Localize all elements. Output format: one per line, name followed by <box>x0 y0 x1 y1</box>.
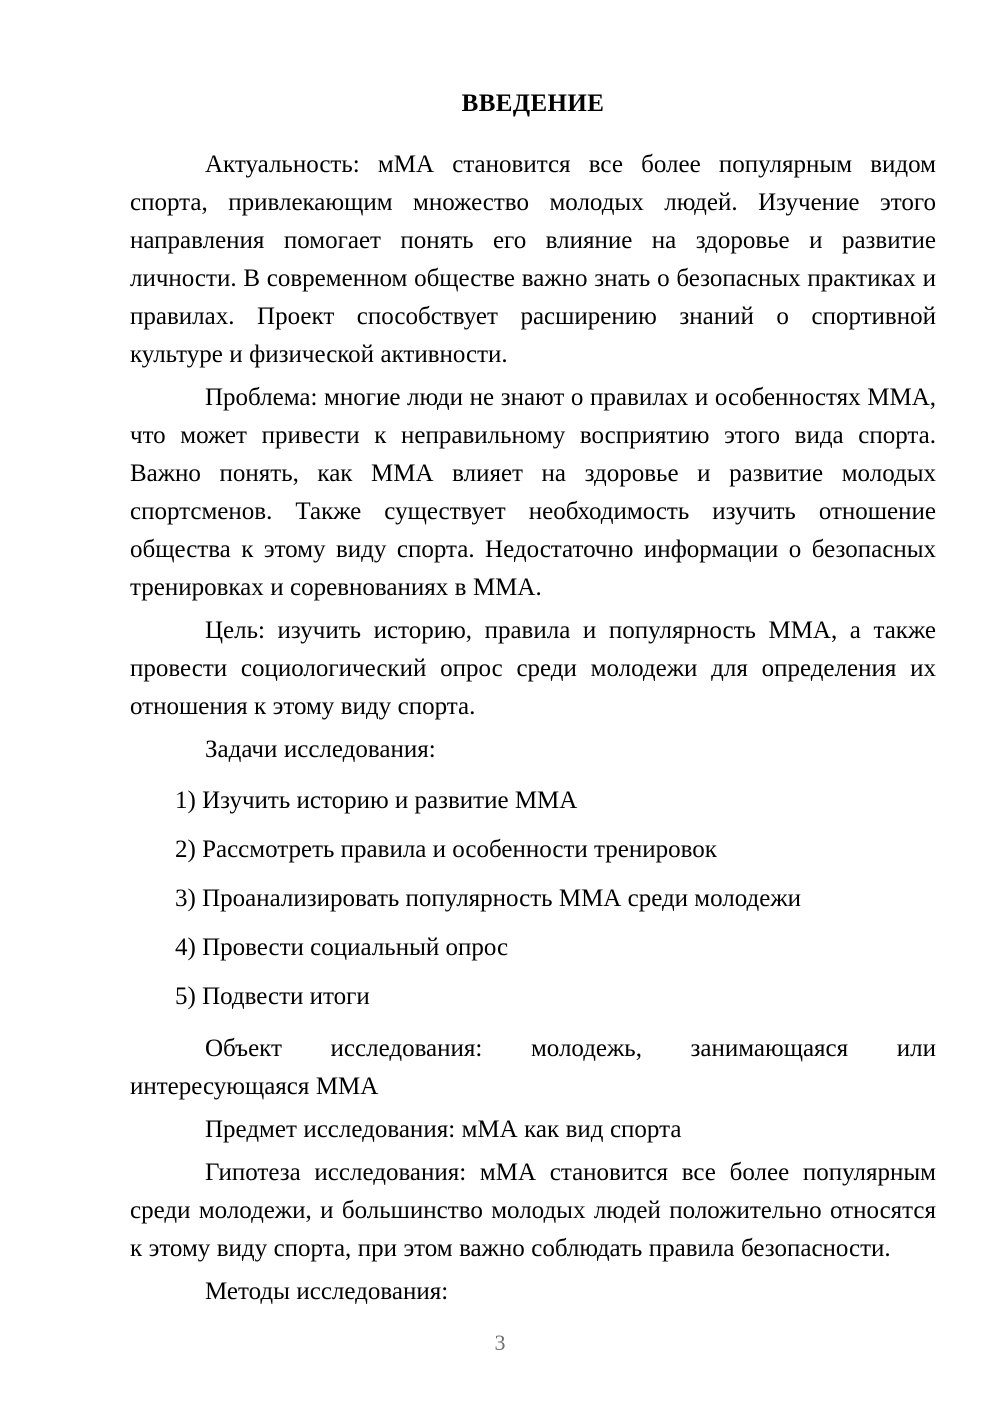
list-item: 3) Проанализировать популярность ММА среди молодежи <box>175 885 802 913</box>
paragraph-goal: Цель: изучить историю, правила и популярность ММА, а также провести социологический опрос среди молодежи для определения их отношения к этому виду спорта. <box>130 617 936 721</box>
methods-heading: Методы исследования: <box>205 1278 449 1306</box>
paragraph-hypothesis: Гипотеза исследования: мМА становится все более популярным среди молодежи, и большинство молодых людей положительно относятся к этому виду спорта, при этом важно соблюдать правила безопасности. <box>130 1159 936 1263</box>
page-number: 3 <box>494 1330 506 1355</box>
list-item: 1) Изучить историю и развитие ММА <box>175 787 578 815</box>
list-item: 5) Подвести итоги <box>175 983 370 1011</box>
tasks-list <box>130 782 936 1016</box>
paragraph-problem: Проблема: многие люди не знают о правилах и особенностях ММА, что может привести к неправильному восприятию этого вида спорта. Важно понять, как ММА влияет на здоровье и развитие молодых спортсменов. Также существует необходимость изучить отношение общества к этому виду спорта. Недостаточно информации о безопасных тренировках и соревнованиях в ММА. <box>130 384 936 602</box>
page-title: ВВЕДЕНИЕ <box>461 90 605 117</box>
paragraph-subject: Предмет исследования: мМА как вид спорта <box>205 1116 682 1144</box>
paragraph-object: Объект исследования: молодежь, занимающаяся или интересующаяся ММА <box>130 1035 936 1101</box>
list-item: 2) Рассмотреть правила и особенности тренировок <box>175 836 717 864</box>
document-body <box>130 88 936 1316</box>
tasks-heading: Задачи исследования: <box>205 736 436 764</box>
paragraph-relevance: Актуальность: мМА становится все более популярным видом спорта, привлекающим множество молодых людей. Изучение этого направления помогает понять его влияние на здоровье и развитие личности. В современном обществе важно знать о безопасных практиках и правилах. Проект способствует расширению знаний о спортивной культуре и физической активности. <box>130 151 936 369</box>
list-item: 4) Провести социальный опрос <box>175 934 509 962</box>
